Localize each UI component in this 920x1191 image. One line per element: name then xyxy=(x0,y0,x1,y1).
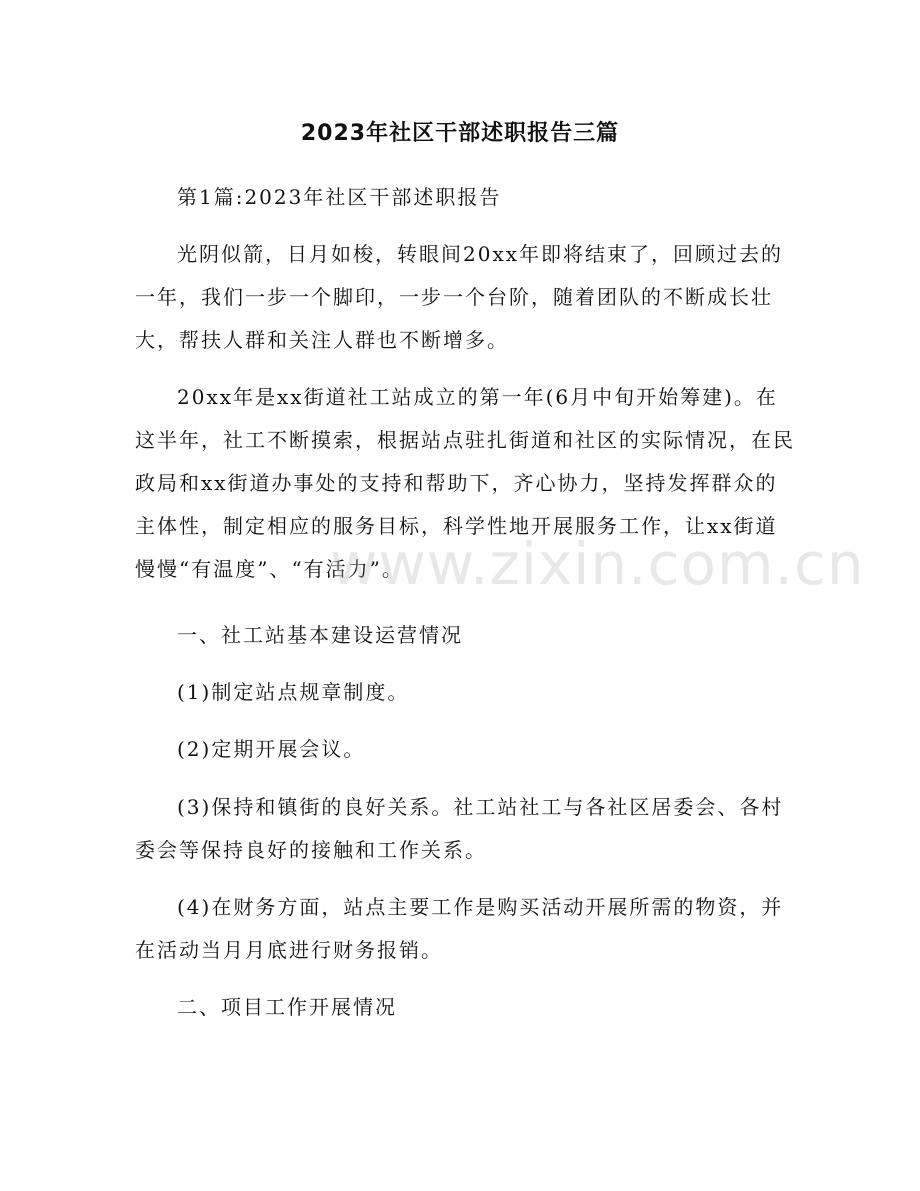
paragraph-intro: 光阴似箭，日月如梭，转眼间20xx年即将结束了，回顾过去的一年，我们一步一个脚印，一步一个台阶，随着团队的不断成长壮大，帮扶人群和关注人群也不断增多。 xyxy=(135,242,784,352)
list-item-2: (2)定期开展会议。 xyxy=(177,737,366,761)
paragraph-background: 20xx年是xx街道社工站成立的第一年(6月中旬开始筹建)。在这半年，社工不断摸索，根据站点驻扎街道和社区的实际情况，在民政局和xx街道办事处的支持和帮助下，齐心协力，坚持发挥群众的主体性，制定相应的服务目标，科学性地开展服务工作，让xx街道慢慢“有温度”、“有活力”。 xyxy=(135,385,795,581)
section-heading: 第1篇:2023年社区干部述职报告 xyxy=(177,185,502,209)
list-item-4: (4)在财务方面，站点主要工作是购买活动开展所需的物资，并在活动当月月底进行财务报销。 xyxy=(135,895,784,962)
list-item-1: (1)制定站点规章制度。 xyxy=(177,680,410,704)
heading-section-two: 二、项目工作开展情况 xyxy=(177,995,397,1019)
list-item-3: (3)保持和镇街的良好关系。社工站社工与各社区居委会、各村委会等保持良好的接触和工作关系。 xyxy=(135,795,784,862)
document-title: 2023年社区干部述职报告三篇 xyxy=(300,121,620,146)
watermark: www.zixin.com.cn xyxy=(330,530,865,598)
heading-section-one: 一、社工站基本建设运营情况 xyxy=(177,623,463,647)
